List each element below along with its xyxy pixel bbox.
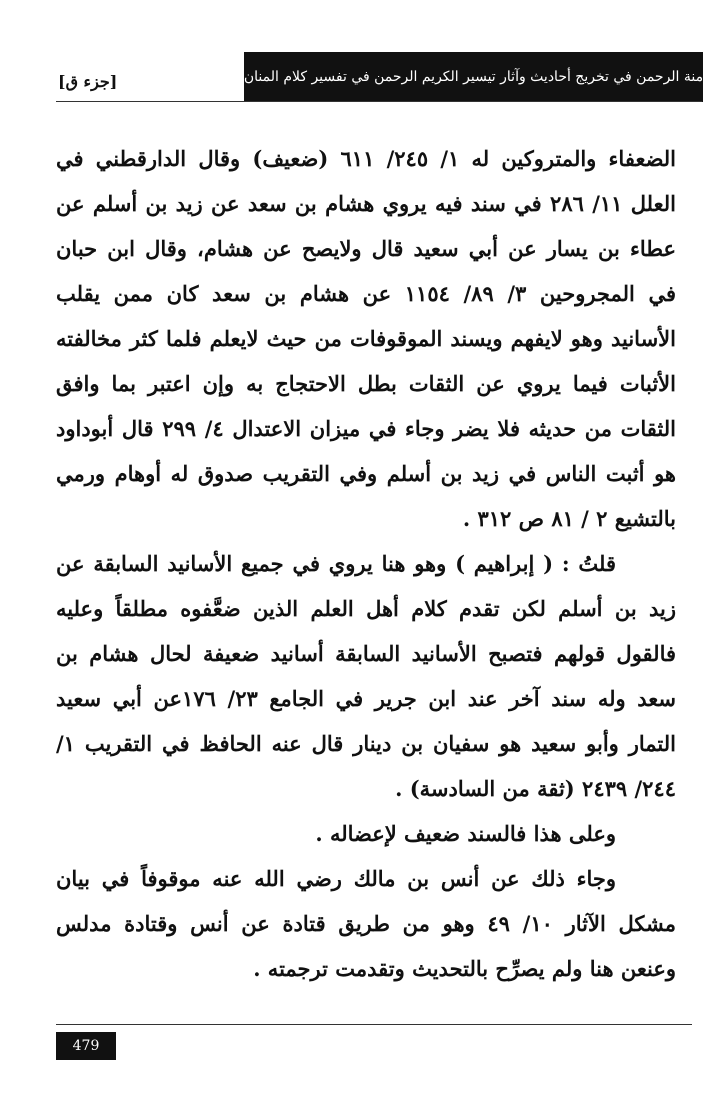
page-body	[56, 136, 676, 991]
paragraph: وجاء ذلك عن أنس بن مالك رضي الله عنه موقوفاً في بيان مشكل الآثار ١٠/ ٤٩ وهو من طريق قتادة عن أنس وقتادة مدلس وعنعن هنا ولم يصرِّح بالتحديث وتقدمت ترجمته .	[56, 866, 676, 981]
page-number: 479	[56, 1032, 116, 1060]
part-label: [جزء ق]	[58, 72, 118, 91]
paragraph: وعلى هذا فالسند ضعيف لإعضاله .	[315, 821, 616, 846]
footer-divider	[56, 1024, 692, 1025]
paragraph: قلتُ : ( إبراهيم ) وهو هنا يروي في جميع الأسانيد السابقة عن زيد بن أسلم لكن تقدم كلام أهل العلم الذين ضعَّفوه مطلقاً وعليه فالقول قولهم فتصبح الأسانيد السابقة أسانيد ضعيفة لحال هشام بن سعد وله سند آخر عند ابن جرير في الجامع ٢٣/ ١٧٦عن أبي سعيد التمار وأبو سعيد هو سفيان بن دينار قال عنه الحافظ في التقريب ١/ ٢٤٤/ ٢٤٣٩ (ثقة من السادسة) .	[56, 551, 676, 801]
book-title-banner	[244, 52, 703, 102]
book-title: منة الرحمن في تخريج أحاديث وآثار تيسير الكريم الرحمن في تفسير كلام المنان	[243, 69, 703, 85]
header-divider	[56, 101, 702, 102]
paragraph: الضعفاء والمتروكين له ١/ ٢٤٥/ ٦١١ (ضعيف) وقال الدارقطني في العلل ١١/ ٢٨٦ في سند فيه يروي هشام بن سعد عن زيد بن أسلم عن عطاء بن يسار عن أبي سعيد قال ولايصح عن هشام، وقال ابن حبان في المجروحين ٣/ ٨٩/ ١١٥٤ عن هشام بن سعد كان ممن يقلب الأسانيد وهو لايفهم ويسند الموقوفات من حيث لايعلم فلما كثر مخالفته الأثبات فيما يروي عن الثقات بطل الاحتجاج به وإن اعتبر بما وافق الثقات من حديثه فلا يضر وجاء في ميزان الاعتدال ٤/ ٢٩٩ قال أبوداود هو أثبت الناس في زيد بن أسلم وفي التقريب صدوق له أوهام ورمي بالتشيع ٢ / ٨١ ص ٣١٢ .	[56, 146, 677, 531]
